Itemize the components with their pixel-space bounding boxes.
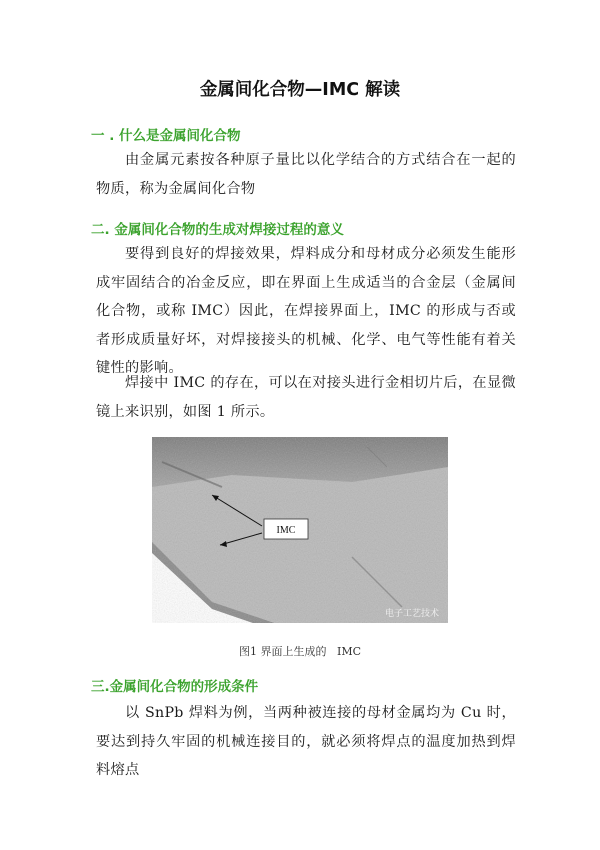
section-heading-3: 三.金属间化合物的形成条件 bbox=[91, 679, 259, 695]
page-title: 金属间化合物—IMC 解读 bbox=[199, 80, 401, 100]
micrograph-image bbox=[152, 437, 448, 633]
section-heading-2: 二. 金属间化合物的生成对焊接过程的意义 bbox=[91, 222, 344, 238]
section-2-paragraph-1: 要得到良好的焊接效果，焊料成分和母材成分必须发生能形成牢固结合的冶金反应，即在界面上生成适当的合金层（金属间化合物，或称 IMC）因此，在焊接界面上，IMC 的形成与否或者形成质量好坏，对焊接接头的机械、化学、电气等性能有着关键性的影响。 bbox=[96, 246, 516, 376]
figure-caption: 图1 界面上生成的 IMC bbox=[238, 645, 361, 658]
section-1-paragraph: 由金属元素按各种原子量比以化学结合的方式结合在一起的物质，称为金属间化合物 bbox=[96, 152, 516, 197]
section-3-paragraph: 以 SnPb 焊料为例，当两种被连接的母材金属均为 Cu 时，要达到持久牢固的机械连接目的，就必须将焊点的温度加热到焊料熔点 bbox=[96, 705, 516, 778]
section-2-paragraph-2: 焊接中 IMC 的存在，可以在对接头进行金相切片后，在显微镜上来识别，如图 1 所示。 bbox=[96, 375, 516, 420]
watermark-text: 电子工艺技术 bbox=[384, 608, 439, 618]
micrograph-figure bbox=[152, 437, 448, 633]
imc-label: IMC bbox=[276, 525, 296, 536]
section-heading-1: 一 . 什么是金属间化合物 bbox=[91, 128, 241, 144]
